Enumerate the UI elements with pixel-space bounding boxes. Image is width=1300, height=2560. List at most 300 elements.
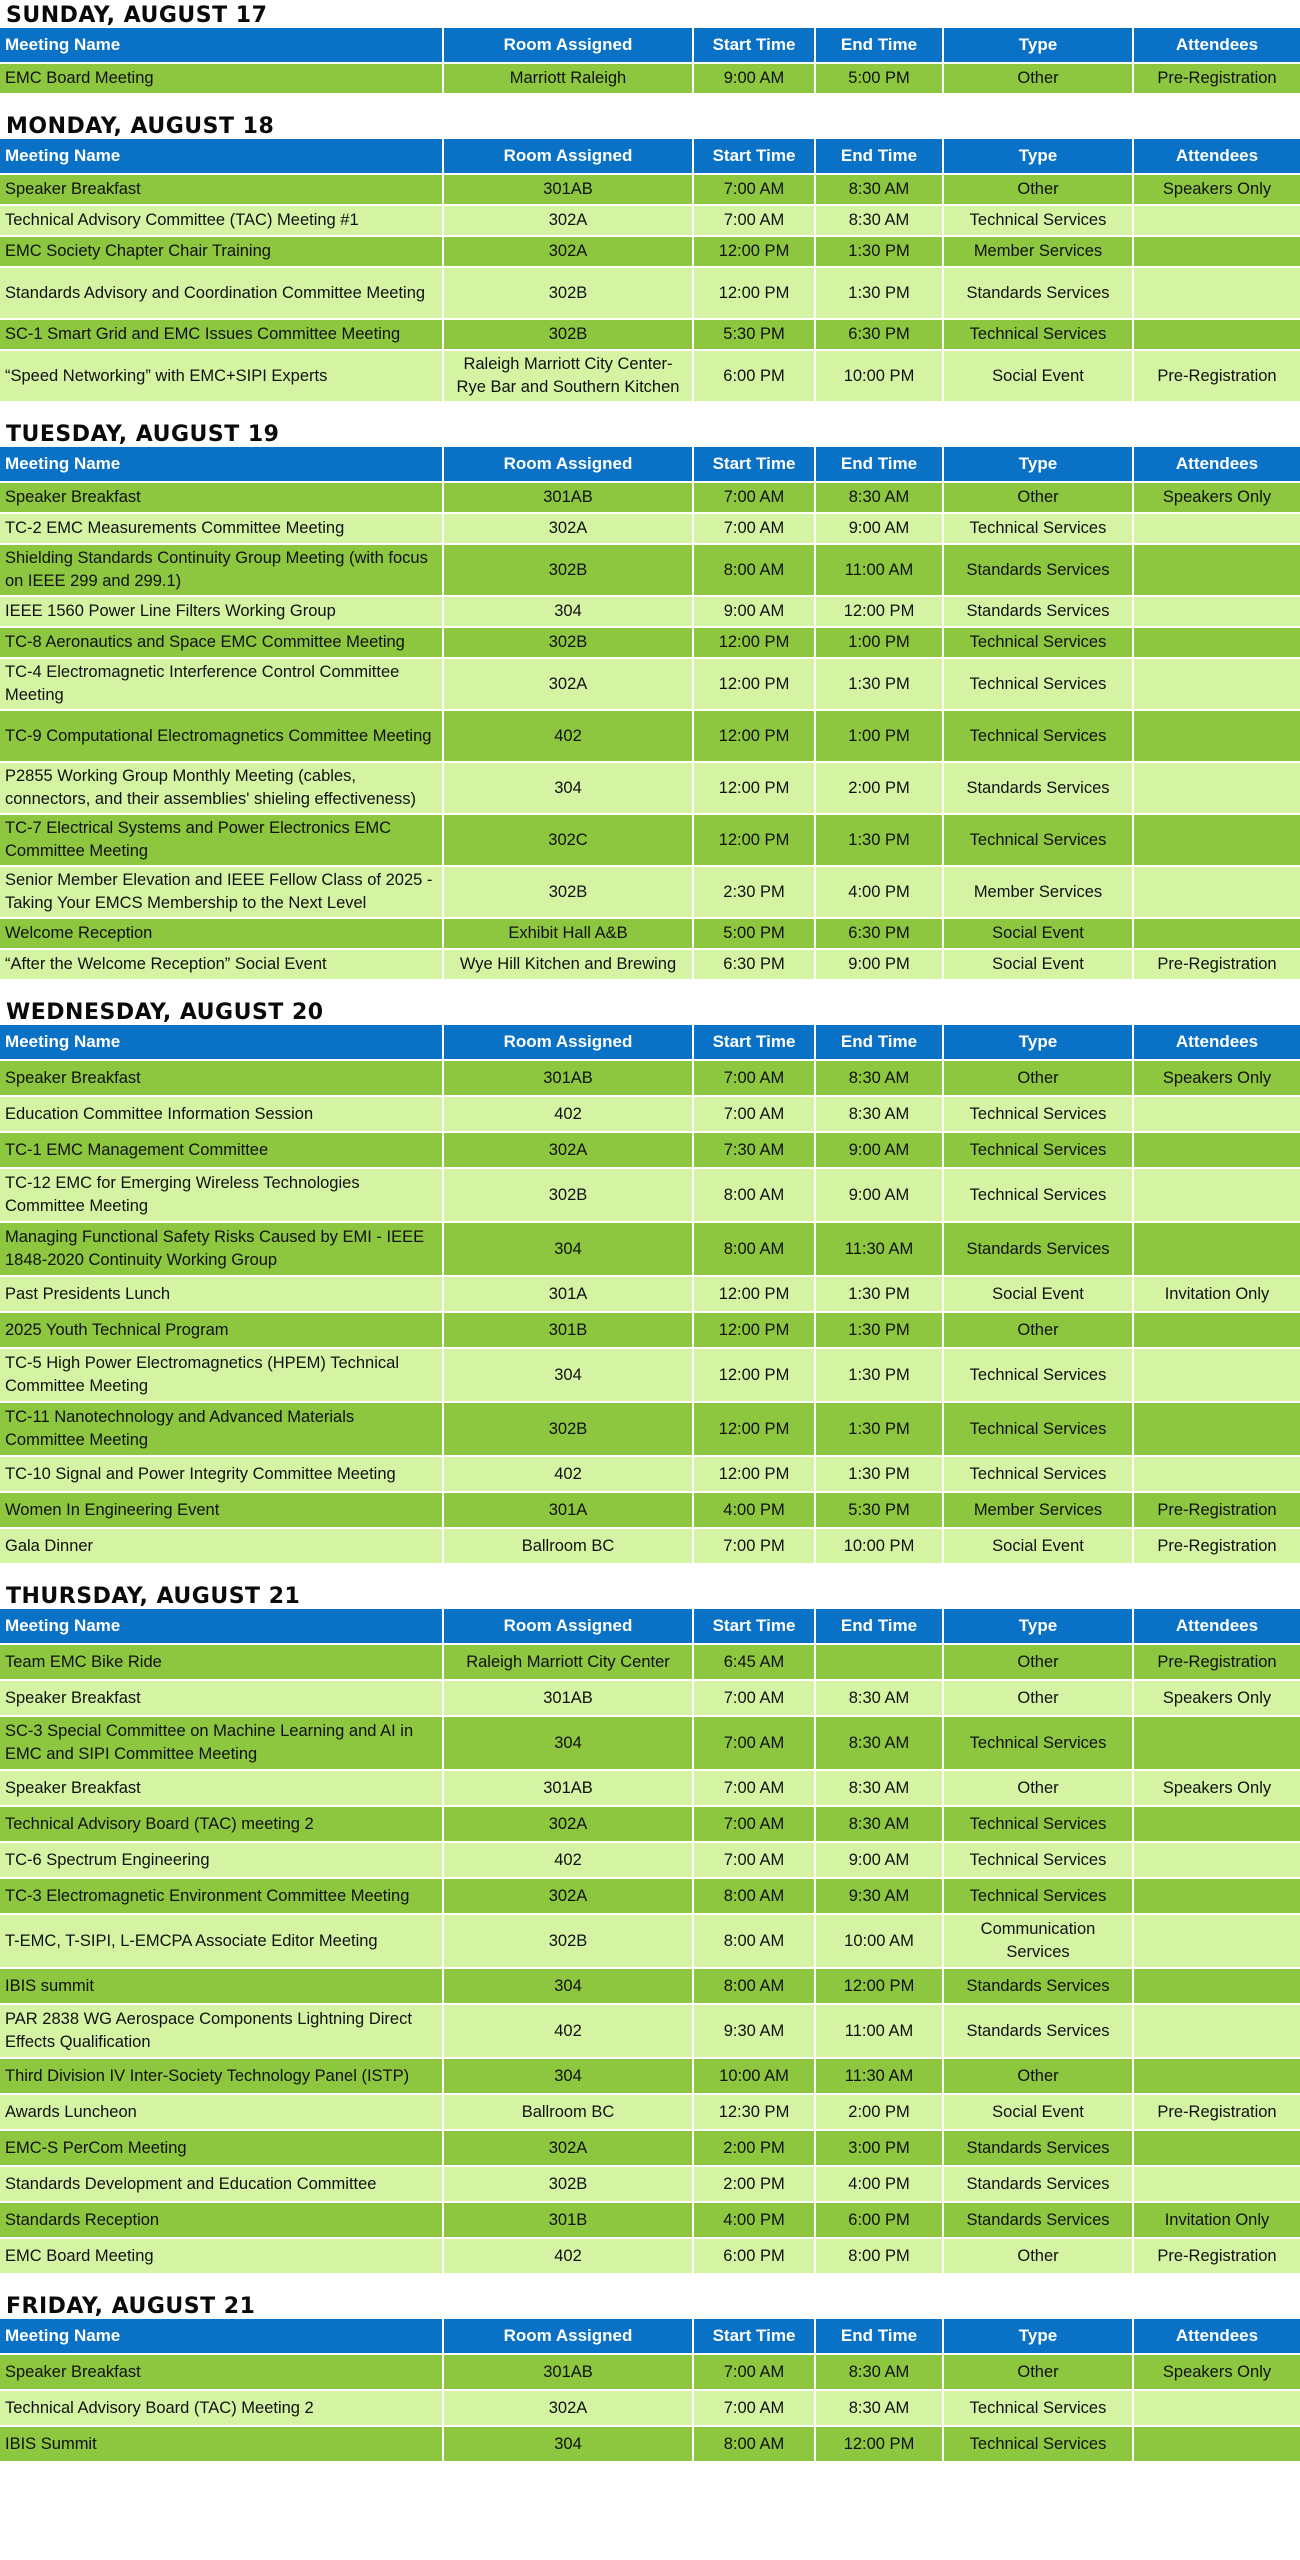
cell-start-time: 12:00 PM (693, 762, 815, 814)
cell-attendees (1133, 1968, 1300, 2004)
cell-end-time: 8:30 AM (815, 1716, 943, 1770)
cell-room-assigned: 302A (443, 2390, 693, 2426)
cell-end-time: 10:00 AM (815, 1914, 943, 1968)
cell-meeting-name: Welcome Reception (0, 918, 443, 949)
cell-start-time: 12:00 PM (693, 1276, 815, 1312)
cell-meeting-name: SC-1 Smart Grid and EMC Issues Committee Meeting (0, 319, 443, 350)
cell-room-assigned: 304 (443, 1348, 693, 1402)
table-header-row (0, 447, 1300, 482)
cell-meeting-name: TC-12 EMC for Emerging Wireless Technologies Committee Meeting (0, 1168, 443, 1222)
cell-type: Standards Services (943, 2202, 1133, 2238)
cell-room-assigned: 302B (443, 1168, 693, 1222)
cell-end-time: 1:30 PM (815, 658, 943, 710)
cell-room-assigned: 301B (443, 1312, 693, 1348)
cell-room-assigned: 302B (443, 627, 693, 658)
column-header-room-assigned: Room Assigned (443, 139, 693, 174)
cell-type: Other (943, 1644, 1133, 1680)
cell-type: Member Services (943, 236, 1133, 267)
cell-room-assigned: 302B (443, 2166, 693, 2202)
cell-end-time: 1:00 PM (815, 710, 943, 762)
table-row (0, 1680, 1300, 1716)
cell-end-time: 11:30 AM (815, 1222, 943, 1276)
cell-type: Technical Services (943, 1842, 1133, 1878)
cell-end-time: 2:00 PM (815, 762, 943, 814)
column-header-type: Type (943, 1609, 1133, 1644)
column-header-meeting-name: Meeting Name (0, 1609, 443, 1644)
cell-type: Standards Services (943, 1222, 1133, 1276)
cell-end-time: 9:30 AM (815, 1878, 943, 1914)
cell-type: Other (943, 2238, 1133, 2273)
table-header-row (0, 1609, 1300, 1644)
cell-type: Communication Services (943, 1914, 1133, 1968)
schedule-table (0, 1025, 1300, 1563)
cell-room-assigned: Raleigh Marriott City Center- Rye Bar and Southern Kitchen (443, 350, 693, 401)
cell-attendees: Pre-Registration (1133, 1528, 1300, 1563)
cell-end-time: 1:30 PM (815, 1312, 943, 1348)
table-row (0, 814, 1300, 866)
cell-attendees: Speakers Only (1133, 174, 1300, 205)
table-row (0, 627, 1300, 658)
cell-start-time: 2:30 PM (693, 866, 815, 918)
cell-end-time: 1:30 PM (815, 267, 943, 319)
day-section (0, 0, 1300, 93)
table-row (0, 2354, 1300, 2390)
cell-attendees: Invitation Only (1133, 1276, 1300, 1312)
cell-type: Other (943, 2354, 1133, 2390)
table-header-row (0, 1025, 1300, 1060)
table-row (0, 1914, 1300, 1968)
cell-type: Standards Services (943, 2166, 1133, 2202)
table-row (0, 1878, 1300, 1914)
section-spacer (0, 1563, 1300, 1581)
cell-end-time: 9:00 AM (815, 1842, 943, 1878)
column-header-start-time: Start Time (693, 447, 815, 482)
cell-room-assigned: 402 (443, 1842, 693, 1878)
cell-type: Technical Services (943, 1716, 1133, 1770)
cell-type: Other (943, 482, 1133, 513)
table-row (0, 1456, 1300, 1492)
cell-start-time: 7:00 AM (693, 2390, 815, 2426)
cell-type: Technical Services (943, 513, 1133, 544)
table-row (0, 544, 1300, 596)
column-header-type: Type (943, 1025, 1133, 1060)
cell-attendees (1133, 1456, 1300, 1492)
cell-room-assigned: 302A (443, 205, 693, 236)
cell-type: Social Event (943, 949, 1133, 979)
cell-end-time: 1:30 PM (815, 814, 943, 866)
table-row (0, 1644, 1300, 1680)
column-header-room-assigned: Room Assigned (443, 28, 693, 63)
cell-attendees (1133, 710, 1300, 762)
cell-meeting-name: Team EMC Bike Ride (0, 1644, 443, 1680)
cell-room-assigned: 402 (443, 2004, 693, 2058)
cell-meeting-name: EMC Board Meeting (0, 2238, 443, 2273)
schedule-table (0, 139, 1300, 401)
table-row (0, 2058, 1300, 2094)
day-section (0, 419, 1300, 979)
cell-start-time: 8:00 AM (693, 1968, 815, 2004)
cell-end-time: 10:00 PM (815, 1528, 943, 1563)
table-row (0, 710, 1300, 762)
cell-room-assigned: 302B (443, 267, 693, 319)
cell-meeting-name: IBIS summit (0, 1968, 443, 2004)
cell-type: Other (943, 1770, 1133, 1806)
cell-type: Standards Services (943, 2004, 1133, 2058)
table-header-row (0, 28, 1300, 63)
cell-attendees (1133, 1842, 1300, 1878)
cell-room-assigned: 302A (443, 658, 693, 710)
cell-type: Technical Services (943, 710, 1133, 762)
cell-meeting-name: Awards Luncheon (0, 2094, 443, 2130)
cell-end-time: 1:30 PM (815, 236, 943, 267)
table-row (0, 866, 1300, 918)
cell-start-time: 7:00 AM (693, 482, 815, 513)
cell-room-assigned: 302B (443, 1914, 693, 1968)
cell-start-time: 8:00 AM (693, 1222, 815, 1276)
cell-attendees: Invitation Only (1133, 2202, 1300, 2238)
cell-meeting-name: EMC-S PerCom Meeting (0, 2130, 443, 2166)
column-header-attendees: Attendees (1133, 1609, 1300, 1644)
schedule-table (0, 1609, 1300, 2273)
day-heading: THURSDAY, AUGUST 21 (6, 1584, 301, 1609)
cell-attendees (1133, 1402, 1300, 1456)
cell-type: Social Event (943, 350, 1133, 401)
column-header-room-assigned: Room Assigned (443, 447, 693, 482)
cell-end-time: 12:00 PM (815, 2426, 943, 2461)
cell-meeting-name: Speaker Breakfast (0, 1680, 443, 1716)
cell-meeting-name: “Speed Networking” with EMC+SIPI Experts (0, 350, 443, 401)
cell-end-time: 8:30 AM (815, 2390, 943, 2426)
table-row (0, 1968, 1300, 2004)
cell-meeting-name: Speaker Breakfast (0, 174, 443, 205)
table-row (0, 2426, 1300, 2461)
cell-meeting-name: Technical Advisory Committee (TAC) Meeting #1 (0, 205, 443, 236)
cell-meeting-name: TC-3 Electromagnetic Environment Committee Meeting (0, 1878, 443, 1914)
column-header-meeting-name: Meeting Name (0, 1025, 443, 1060)
table-row (0, 1348, 1300, 1402)
cell-start-time: 6:45 AM (693, 1644, 815, 1680)
table-row (0, 2004, 1300, 2058)
cell-meeting-name: IBIS Summit (0, 2426, 443, 2461)
cell-type: Standards Services (943, 1968, 1133, 2004)
cell-meeting-name: TC-6 Spectrum Engineering (0, 1842, 443, 1878)
cell-meeting-name: Speaker Breakfast (0, 1770, 443, 1806)
table-row (0, 1806, 1300, 1842)
table-row (0, 2202, 1300, 2238)
cell-attendees (1133, 2390, 1300, 2426)
cell-start-time: 12:00 PM (693, 1402, 815, 1456)
cell-room-assigned: 402 (443, 1456, 693, 1492)
column-header-room-assigned: Room Assigned (443, 2319, 693, 2354)
cell-meeting-name: Technical Advisory Board (TAC) Meeting 2 (0, 2390, 443, 2426)
table-row (0, 1276, 1300, 1312)
cell-attendees (1133, 236, 1300, 267)
cell-end-time: 1:30 PM (815, 1276, 943, 1312)
table-row (0, 1716, 1300, 1770)
cell-end-time: 6:30 PM (815, 319, 943, 350)
cell-meeting-name: Gala Dinner (0, 1528, 443, 1563)
column-header-attendees: Attendees (1133, 2319, 1300, 2354)
cell-room-assigned: 304 (443, 2426, 693, 2461)
table-row (0, 1168, 1300, 1222)
cell-room-assigned: Exhibit Hall A&B (443, 918, 693, 949)
table-row (0, 596, 1300, 627)
cell-start-time: 7:00 AM (693, 1716, 815, 1770)
table-row (0, 1312, 1300, 1348)
cell-end-time: 6:30 PM (815, 918, 943, 949)
cell-attendees (1133, 1096, 1300, 1132)
cell-type: Standards Services (943, 544, 1133, 596)
cell-start-time: 6:30 PM (693, 949, 815, 979)
cell-start-time: 5:00 PM (693, 918, 815, 949)
column-header-meeting-name: Meeting Name (0, 447, 443, 482)
cell-attendees (1133, 319, 1300, 350)
cell-attendees (1133, 2166, 1300, 2202)
cell-start-time: 7:00 AM (693, 2354, 815, 2390)
cell-start-time: 7:00 AM (693, 205, 815, 236)
cell-type: Technical Services (943, 1096, 1133, 1132)
column-header-start-time: Start Time (693, 2319, 815, 2354)
cell-meeting-name: Standards Development and Education Committee (0, 2166, 443, 2202)
cell-start-time: 7:00 AM (693, 1842, 815, 1878)
cell-room-assigned: 402 (443, 2238, 693, 2273)
cell-room-assigned: Raleigh Marriott City Center (443, 1644, 693, 1680)
cell-attendees: Pre-Registration (1133, 1644, 1300, 1680)
cell-attendees: Pre-Registration (1133, 1492, 1300, 1528)
cell-start-time: 7:30 AM (693, 1132, 815, 1168)
cell-attendees (1133, 1348, 1300, 1402)
table-row (0, 236, 1300, 267)
table-row (0, 513, 1300, 544)
cell-start-time: 12:00 PM (693, 267, 815, 319)
cell-meeting-name: TC-5 High Power Electromagnetics (HPEM) Technical Committee Meeting (0, 1348, 443, 1402)
cell-meeting-name: Third Division IV Inter-Society Technology Panel (ISTP) (0, 2058, 443, 2094)
section-spacer (0, 2273, 1300, 2291)
table-row (0, 1528, 1300, 1563)
cell-type: Technical Services (943, 1806, 1133, 1842)
cell-end-time: 12:00 PM (815, 1968, 943, 2004)
cell-attendees: Speakers Only (1133, 482, 1300, 513)
cell-start-time: 6:00 PM (693, 350, 815, 401)
cell-attendees: Pre-Registration (1133, 63, 1300, 93)
cell-type: Member Services (943, 866, 1133, 918)
column-header-type: Type (943, 28, 1133, 63)
cell-attendees (1133, 1132, 1300, 1168)
section-spacer (0, 979, 1300, 997)
cell-attendees (1133, 1806, 1300, 1842)
cell-room-assigned: Ballroom BC (443, 2094, 693, 2130)
table-row (0, 2094, 1300, 2130)
cell-type: Member Services (943, 1492, 1133, 1528)
table-row (0, 1222, 1300, 1276)
table-row (0, 2390, 1300, 2426)
cell-start-time: 2:00 PM (693, 2130, 815, 2166)
cell-meeting-name: TC-10 Signal and Power Integrity Committee Meeting (0, 1456, 443, 1492)
table-row (0, 63, 1300, 93)
cell-start-time: 12:30 PM (693, 2094, 815, 2130)
cell-room-assigned: 302C (443, 814, 693, 866)
day-section (0, 2291, 1300, 2461)
cell-meeting-name: Standards Advisory and Coordination Committee Meeting (0, 267, 443, 319)
cell-start-time: 7:00 AM (693, 1680, 815, 1716)
table-row (0, 350, 1300, 401)
cell-end-time: 2:00 PM (815, 2094, 943, 2130)
cell-attendees: Pre-Registration (1133, 350, 1300, 401)
cell-type: Technical Services (943, 2426, 1133, 2461)
cell-meeting-name: Senior Member Elevation and IEEE Fellow Class of 2025 - Taking Your EMCS Membership to the Next Level (0, 866, 443, 918)
cell-end-time: 8:30 AM (815, 1680, 943, 1716)
cell-attendees (1133, 1168, 1300, 1222)
cell-type: Standards Services (943, 762, 1133, 814)
cell-end-time: 8:30 AM (815, 205, 943, 236)
column-header-meeting-name: Meeting Name (0, 2319, 443, 2354)
cell-end-time: 9:00 AM (815, 1132, 943, 1168)
cell-attendees (1133, 2426, 1300, 2461)
table-header-row (0, 2319, 1300, 2354)
cell-start-time: 9:00 AM (693, 596, 815, 627)
cell-attendees: Speakers Only (1133, 1680, 1300, 1716)
table-header-row (0, 139, 1300, 174)
cell-end-time: 1:00 PM (815, 627, 943, 658)
cell-type: Technical Services (943, 1132, 1133, 1168)
day-heading: TUESDAY, AUGUST 19 (6, 422, 280, 447)
cell-type: Social Event (943, 1276, 1133, 1312)
cell-meeting-name: IEEE 1560 Power Line Filters Working Group (0, 596, 443, 627)
cell-meeting-name: Technical Advisory Board (TAC) meeting 2 (0, 1806, 443, 1842)
day-section (0, 1581, 1300, 2273)
cell-type: Technical Services (943, 658, 1133, 710)
table-row (0, 918, 1300, 949)
cell-meeting-name: Speaker Breakfast (0, 2354, 443, 2390)
cell-start-time: 7:00 AM (693, 1096, 815, 1132)
column-header-start-time: Start Time (693, 28, 815, 63)
cell-type: Other (943, 63, 1133, 93)
cell-start-time: 7:00 AM (693, 1770, 815, 1806)
table-row (0, 205, 1300, 236)
cell-room-assigned: 301B (443, 2202, 693, 2238)
column-header-start-time: Start Time (693, 1025, 815, 1060)
cell-end-time: 8:30 AM (815, 1770, 943, 1806)
cell-start-time: 6:00 PM (693, 2238, 815, 2273)
cell-start-time: 7:00 AM (693, 1060, 815, 1096)
cell-start-time: 7:00 AM (693, 1806, 815, 1842)
cell-start-time: 12:00 PM (693, 814, 815, 866)
cell-meeting-name: TC-4 Electromagnetic Interference Control Committee Meeting (0, 658, 443, 710)
cell-end-time: 11:30 AM (815, 2058, 943, 2094)
table-row (0, 1060, 1300, 1096)
column-header-type: Type (943, 447, 1133, 482)
cell-attendees (1133, 762, 1300, 814)
column-header-attendees: Attendees (1133, 447, 1300, 482)
cell-start-time: 12:00 PM (693, 658, 815, 710)
cell-room-assigned: 301AB (443, 482, 693, 513)
cell-room-assigned: 304 (443, 1968, 693, 2004)
cell-start-time: 4:00 PM (693, 2202, 815, 2238)
cell-type: Standards Services (943, 596, 1133, 627)
cell-meeting-name: Standards Reception (0, 2202, 443, 2238)
cell-end-time: 8:30 AM (815, 1096, 943, 1132)
cell-meeting-name: TC-9 Computational Electromagnetics Committee Meeting (0, 710, 443, 762)
cell-meeting-name: T-EMC, T-SIPI, L-EMCPA Associate Editor Meeting (0, 1914, 443, 1968)
cell-end-time: 5:30 PM (815, 1492, 943, 1528)
table-row (0, 1402, 1300, 1456)
table-row (0, 267, 1300, 319)
cell-type: Technical Services (943, 1168, 1133, 1222)
table-row (0, 1842, 1300, 1878)
column-header-meeting-name: Meeting Name (0, 28, 443, 63)
cell-type: Standards Services (943, 2130, 1133, 2166)
schedule-table (0, 447, 1300, 979)
table-row (0, 174, 1300, 205)
cell-end-time: 9:00 PM (815, 949, 943, 979)
cell-meeting-name: TC-8 Aeronautics and Space EMC Committee Meeting (0, 627, 443, 658)
cell-meeting-name: 2025 Youth Technical Program (0, 1312, 443, 1348)
cell-type: Technical Services (943, 2390, 1133, 2426)
table-row (0, 2166, 1300, 2202)
cell-start-time: 4:00 PM (693, 1492, 815, 1528)
cell-meeting-name: Speaker Breakfast (0, 1060, 443, 1096)
cell-type: Social Event (943, 1528, 1133, 1563)
table-row (0, 762, 1300, 814)
cell-meeting-name: TC-1 EMC Management Committee (0, 1132, 443, 1168)
cell-start-time: 8:00 AM (693, 2426, 815, 2461)
cell-meeting-name: PAR 2838 WG Aerospace Components Lightning Direct Effects Qualification (0, 2004, 443, 2058)
section-spacer (0, 401, 1300, 419)
cell-end-time: 8:30 AM (815, 174, 943, 205)
cell-room-assigned: Wye Hill Kitchen and Brewing (443, 949, 693, 979)
cell-end-time: 6:00 PM (815, 2202, 943, 2238)
cell-start-time: 12:00 PM (693, 1312, 815, 1348)
cell-start-time: 12:00 PM (693, 1348, 815, 1402)
cell-type: Other (943, 174, 1133, 205)
cell-attendees (1133, 596, 1300, 627)
cell-end-time: 9:00 AM (815, 1168, 943, 1222)
table-row (0, 1132, 1300, 1168)
cell-meeting-name: P2855 Working Group Monthly Meeting (cables, connectors, and their assemblies' shieling effectiveness) (0, 762, 443, 814)
cell-attendees (1133, 2058, 1300, 2094)
column-header-start-time: Start Time (693, 139, 815, 174)
cell-type: Technical Services (943, 814, 1133, 866)
schedule-table (0, 28, 1300, 93)
day-heading: WEDNESDAY, AUGUST 20 (6, 1000, 324, 1025)
column-header-start-time: Start Time (693, 1609, 815, 1644)
cell-attendees (1133, 658, 1300, 710)
cell-end-time: 8:30 AM (815, 1060, 943, 1096)
cell-meeting-name: TC-2 EMC Measurements Committee Meeting (0, 513, 443, 544)
cell-room-assigned: 301AB (443, 2354, 693, 2390)
cell-end-time: 4:00 PM (815, 2166, 943, 2202)
cell-end-time: 1:30 PM (815, 1348, 943, 1402)
cell-attendees (1133, 1716, 1300, 1770)
cell-attendees (1133, 267, 1300, 319)
cell-start-time: 9:30 AM (693, 2004, 815, 2058)
cell-meeting-name: EMC Society Chapter Chair Training (0, 236, 443, 267)
cell-start-time: 8:00 AM (693, 1168, 815, 1222)
cell-end-time: 5:00 PM (815, 63, 943, 93)
cell-end-time: 12:00 PM (815, 596, 943, 627)
cell-attendees: Speakers Only (1133, 1770, 1300, 1806)
cell-attendees (1133, 1914, 1300, 1968)
cell-room-assigned: 302A (443, 1878, 693, 1914)
cell-type: Other (943, 2058, 1133, 2094)
cell-attendees: Pre-Registration (1133, 2238, 1300, 2273)
cell-attendees (1133, 2004, 1300, 2058)
column-header-end-time: End Time (815, 1025, 943, 1060)
cell-room-assigned: 301AB (443, 174, 693, 205)
cell-attendees: Pre-Registration (1133, 2094, 1300, 2130)
cell-attendees: Speakers Only (1133, 1060, 1300, 1096)
cell-end-time: 1:30 PM (815, 1402, 943, 1456)
